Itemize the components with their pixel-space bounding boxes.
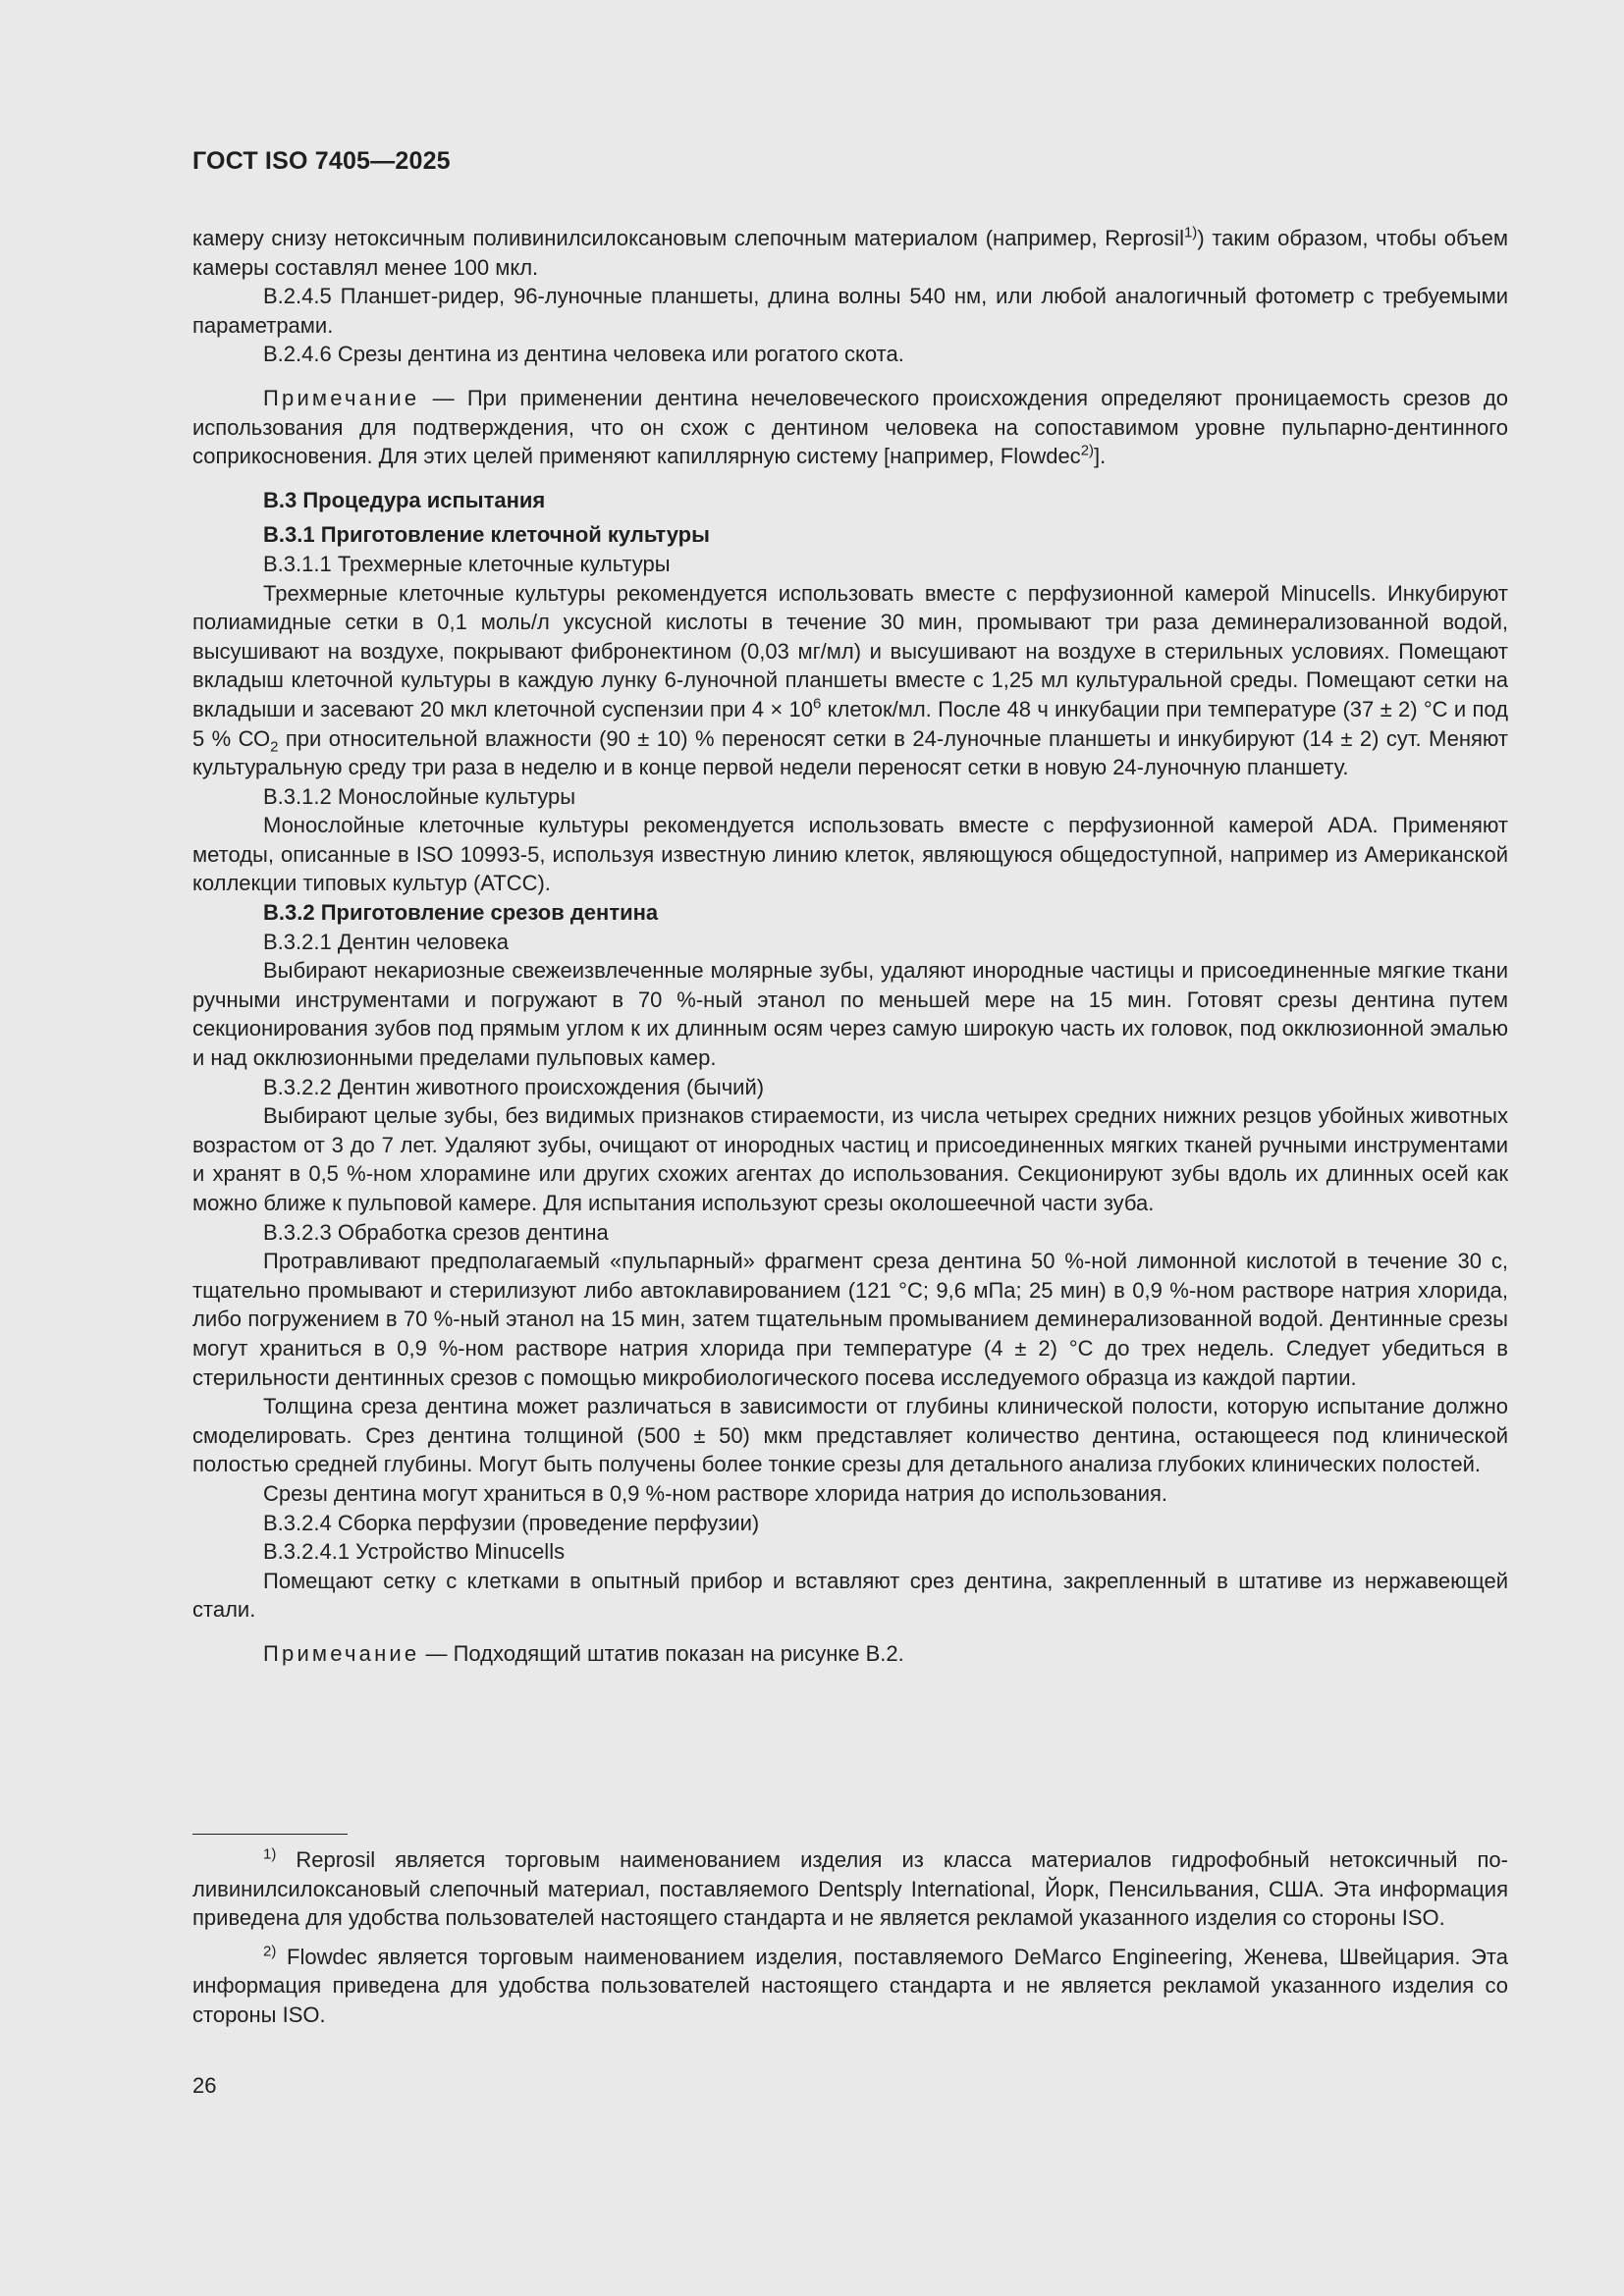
heading-b3241: В.3.2.4.1 Устройство Minucells bbox=[263, 1539, 566, 1565]
footnote-marker: 1) bbox=[263, 1845, 277, 1863]
paragraph-chamber bbox=[192, 224, 1508, 282]
subscript: 2 bbox=[270, 737, 279, 755]
document-body bbox=[192, 224, 1508, 1669]
page-number: 26 bbox=[192, 2073, 217, 2098]
text: Flowdec является торговым наименованием изделия, поставляемого DeMarco Engineering, Женева, Швейцария. Эта информация приведена для удобства пользователей настоящего стандарта и не является рекламой указанного изделия со стороны ISO. bbox=[192, 1944, 1508, 2027]
footnote-marker: 2) bbox=[263, 1943, 277, 1960]
text: — При применении дентина нечеловеческого происхождения определяют проницаемость срезов до использования для подтверждения, что он схож с дентином человека на сопоставимом уровне пульпарно-дентинного соприкосновения. Для этих целей применяют капиллярную систему [например, Flowdec bbox=[192, 385, 1508, 469]
footnotes bbox=[192, 1845, 1508, 2040]
footnote-ref-1[interactable]: 1) bbox=[1183, 224, 1198, 241]
heading-b31: В.3.1 Приготовление клеточной культуры bbox=[263, 522, 710, 548]
text: при относительной влажности (90 ± 10) % переносят сетки в 24-луночные планшеты и инкубируют (14 ± 2) сут. Меняют культуральную среду три раза в неделю и в конце первой недели переносят сетки в новую 24-луночную планшету. bbox=[192, 725, 1508, 780]
paragraph-b323c: Срезы дентина могут храниться в 0,9 %-ном растворе хлорида натрия до использования. bbox=[263, 1480, 1168, 1506]
paragraph-b312: Монослойные клеточные культуры рекомендуется использовать вместе с перфузионной камерой ADA. Применяют методы, описанные в ISO 10993-5, используя известную линию клеток, являющуюся общедоступной, например из Американской коллекции типовых культур (АТСС). bbox=[192, 813, 1508, 896]
paragraph-b311 bbox=[192, 579, 1508, 782]
footnote-ref-2[interactable]: 2) bbox=[1080, 442, 1095, 459]
paragraph-b245: В.2.4.5 Планшет-ридер, 96-луночные планшеты, длина волны 540 нм, или любой аналогичный фотометр с требуемыми параметрами. bbox=[192, 284, 1508, 338]
text: ) таким образом, чтобы объем камеры составлял менее 100 мкл. bbox=[192, 226, 1509, 280]
paragraph-b323b: Толщина среза дентина может различаться в зависимости от глубины клинической полости, которую испытание должно смоделировать. Срез дентина толщиной (500 ± 50) мкм представляет количество дентина, остающееся под клинической полостью средней глубины. Могут быть получены более тонкие срезы для детального анализа глубоких клинических полостей. bbox=[192, 1394, 1508, 1477]
paragraph-b321: Выбирают некариозные свежеизвлеченные молярные зубы, удаляют инородные частицы и присоединенные мягкие ткани ручными инструментами и погружают в 70 %-ный этанол по меньшей мере на 15 мин. Готовят срезы дентина путем секционирования зубов под прямым углом к их длинным осям через самую широкую часть их головок, под окклюзионной эмалью и над окклюзионными пределами пульповых камер. bbox=[192, 958, 1508, 1071]
heading-b323: В.3.2.3 Обработка срезов дентина bbox=[263, 1219, 609, 1245]
text: камеру снизу нетоксичным поливинилсилоксановым слепочным материалом (например, Reprosil bbox=[192, 226, 1184, 250]
note-label: Примечание bbox=[263, 1640, 420, 1666]
footnote-1 bbox=[192, 1845, 1508, 1933]
footnote-2 bbox=[192, 1943, 1508, 2030]
heading-b324: В.3.2.4 Сборка перфузии (проведение перфузии) bbox=[263, 1510, 760, 1535]
paragraph-b3241: Помещают сетку с клетками в опытный прибор и вставляют срез дентина, закрепленный в штативе из нержавеющей стали. bbox=[192, 1568, 1508, 1623]
text: клеток/мл. После 48 ч инкубации при температуре (37 ± 2) °С и под 5 % СО bbox=[192, 696, 1508, 751]
text: ]. bbox=[1094, 444, 1107, 469]
heading-b312: В.3.1.2 Монослойные культуры bbox=[263, 783, 576, 809]
text: Reprosil является торговым наименованием изделия из класса материалов гидрофобный нетоксичный поливинилсилоксановый слепочный материал, поставляемого Dentsply International, Йорк, Пенсильвания, США. Эта информация приведена для удобства пользователей настоящего стандарта и не является рекламой указанного изделия со стороны ISO. bbox=[192, 1847, 1508, 1931]
note-1 bbox=[192, 384, 1508, 471]
text: — Подходящий штатив показан на рисунке В.2. bbox=[419, 1640, 904, 1666]
paragraph-b322: Выбирают целые зубы, без видимых признаков стираемости, из числа четырех средних нижних резцов убойных животных возрастом от 3 до 7 лет. Удаляют зубы, очищают от инородных частиц и присоединенных мягких тканей ручными инструментами и хранят в 0,5 %-ном хлорамине или других схожих агентах до использования. Секционируют зубы вдоль их длинных осей как можно ближе к пульповой камере. Для испытания используют срезы околошеечной части зуба. bbox=[192, 1103, 1508, 1215]
paragraph-b323a: Протравливают предполагаемый «пульпарный» фрагмент среза дентина 50 %-ной лимонной кислотой в течение 30 с, тщательно промывают и стерилизуют либо автоклавированием (121 °С; 9,6 мПа; 25 мин) в 0,9 %-ном растворе натрия хлорида, либо погружением в 70 %-ный этанол на 15 мин, затем тщательным промыванием деминерализованной водой. Дентинные срезы могут храниться в 0,9 %-ном растворе натрия хлорида при температуре (4 ± 2) °С до трех недель. Следует убедиться в стерильности дентинных срезов с помощью микробиологического посева исследуемого образца из каждой партии. bbox=[192, 1249, 1508, 1390]
heading-b321: В.3.2.1 Дентин человека bbox=[263, 929, 510, 954]
note-label: Примечание bbox=[263, 385, 420, 410]
footnote-separator bbox=[192, 1834, 348, 1835]
heading-b311: В.3.1.1 Трехмерные клеточные культуры bbox=[263, 551, 671, 576]
heading-b3: В.3 Процедура испытания bbox=[263, 487, 546, 512]
heading-b32: В.3.2 Приготовление срезов дентина bbox=[263, 900, 659, 926]
note-2 bbox=[192, 1639, 1508, 1669]
paragraph-b246: В.2.4.6 Срезы дентина из дентина человека или рогатого скота. bbox=[263, 342, 904, 367]
text: Трехмерные клеточные культуры рекомендуется использовать вместе с перфузионной камерой Minucells. Инкубируют полиамидные сетки в 0,1 моль/л уксусной кислоты в течение 30 мин, промывают три раза деминерализованной водой, высушивают на воздухе, покрывают фибронектином (0,03 мг/мл) и высушивают на воздухе в стерильных условиях. Помещают вкладыш клеточной культуры в каждую лунку 6-луночной планшеты вместе с 1,25 мл культуральной среды. Помещают сетки на вкладыши и засевают 20 мкл клеточной суспензии при 4 × 10 bbox=[192, 580, 1508, 721]
superscript: 6 bbox=[813, 695, 822, 713]
heading-b322: В.3.2.2 Дентин животного происхождения (бычий) bbox=[263, 1074, 765, 1099]
document-header: ГОСТ ISO 7405—2025 bbox=[192, 147, 451, 175]
